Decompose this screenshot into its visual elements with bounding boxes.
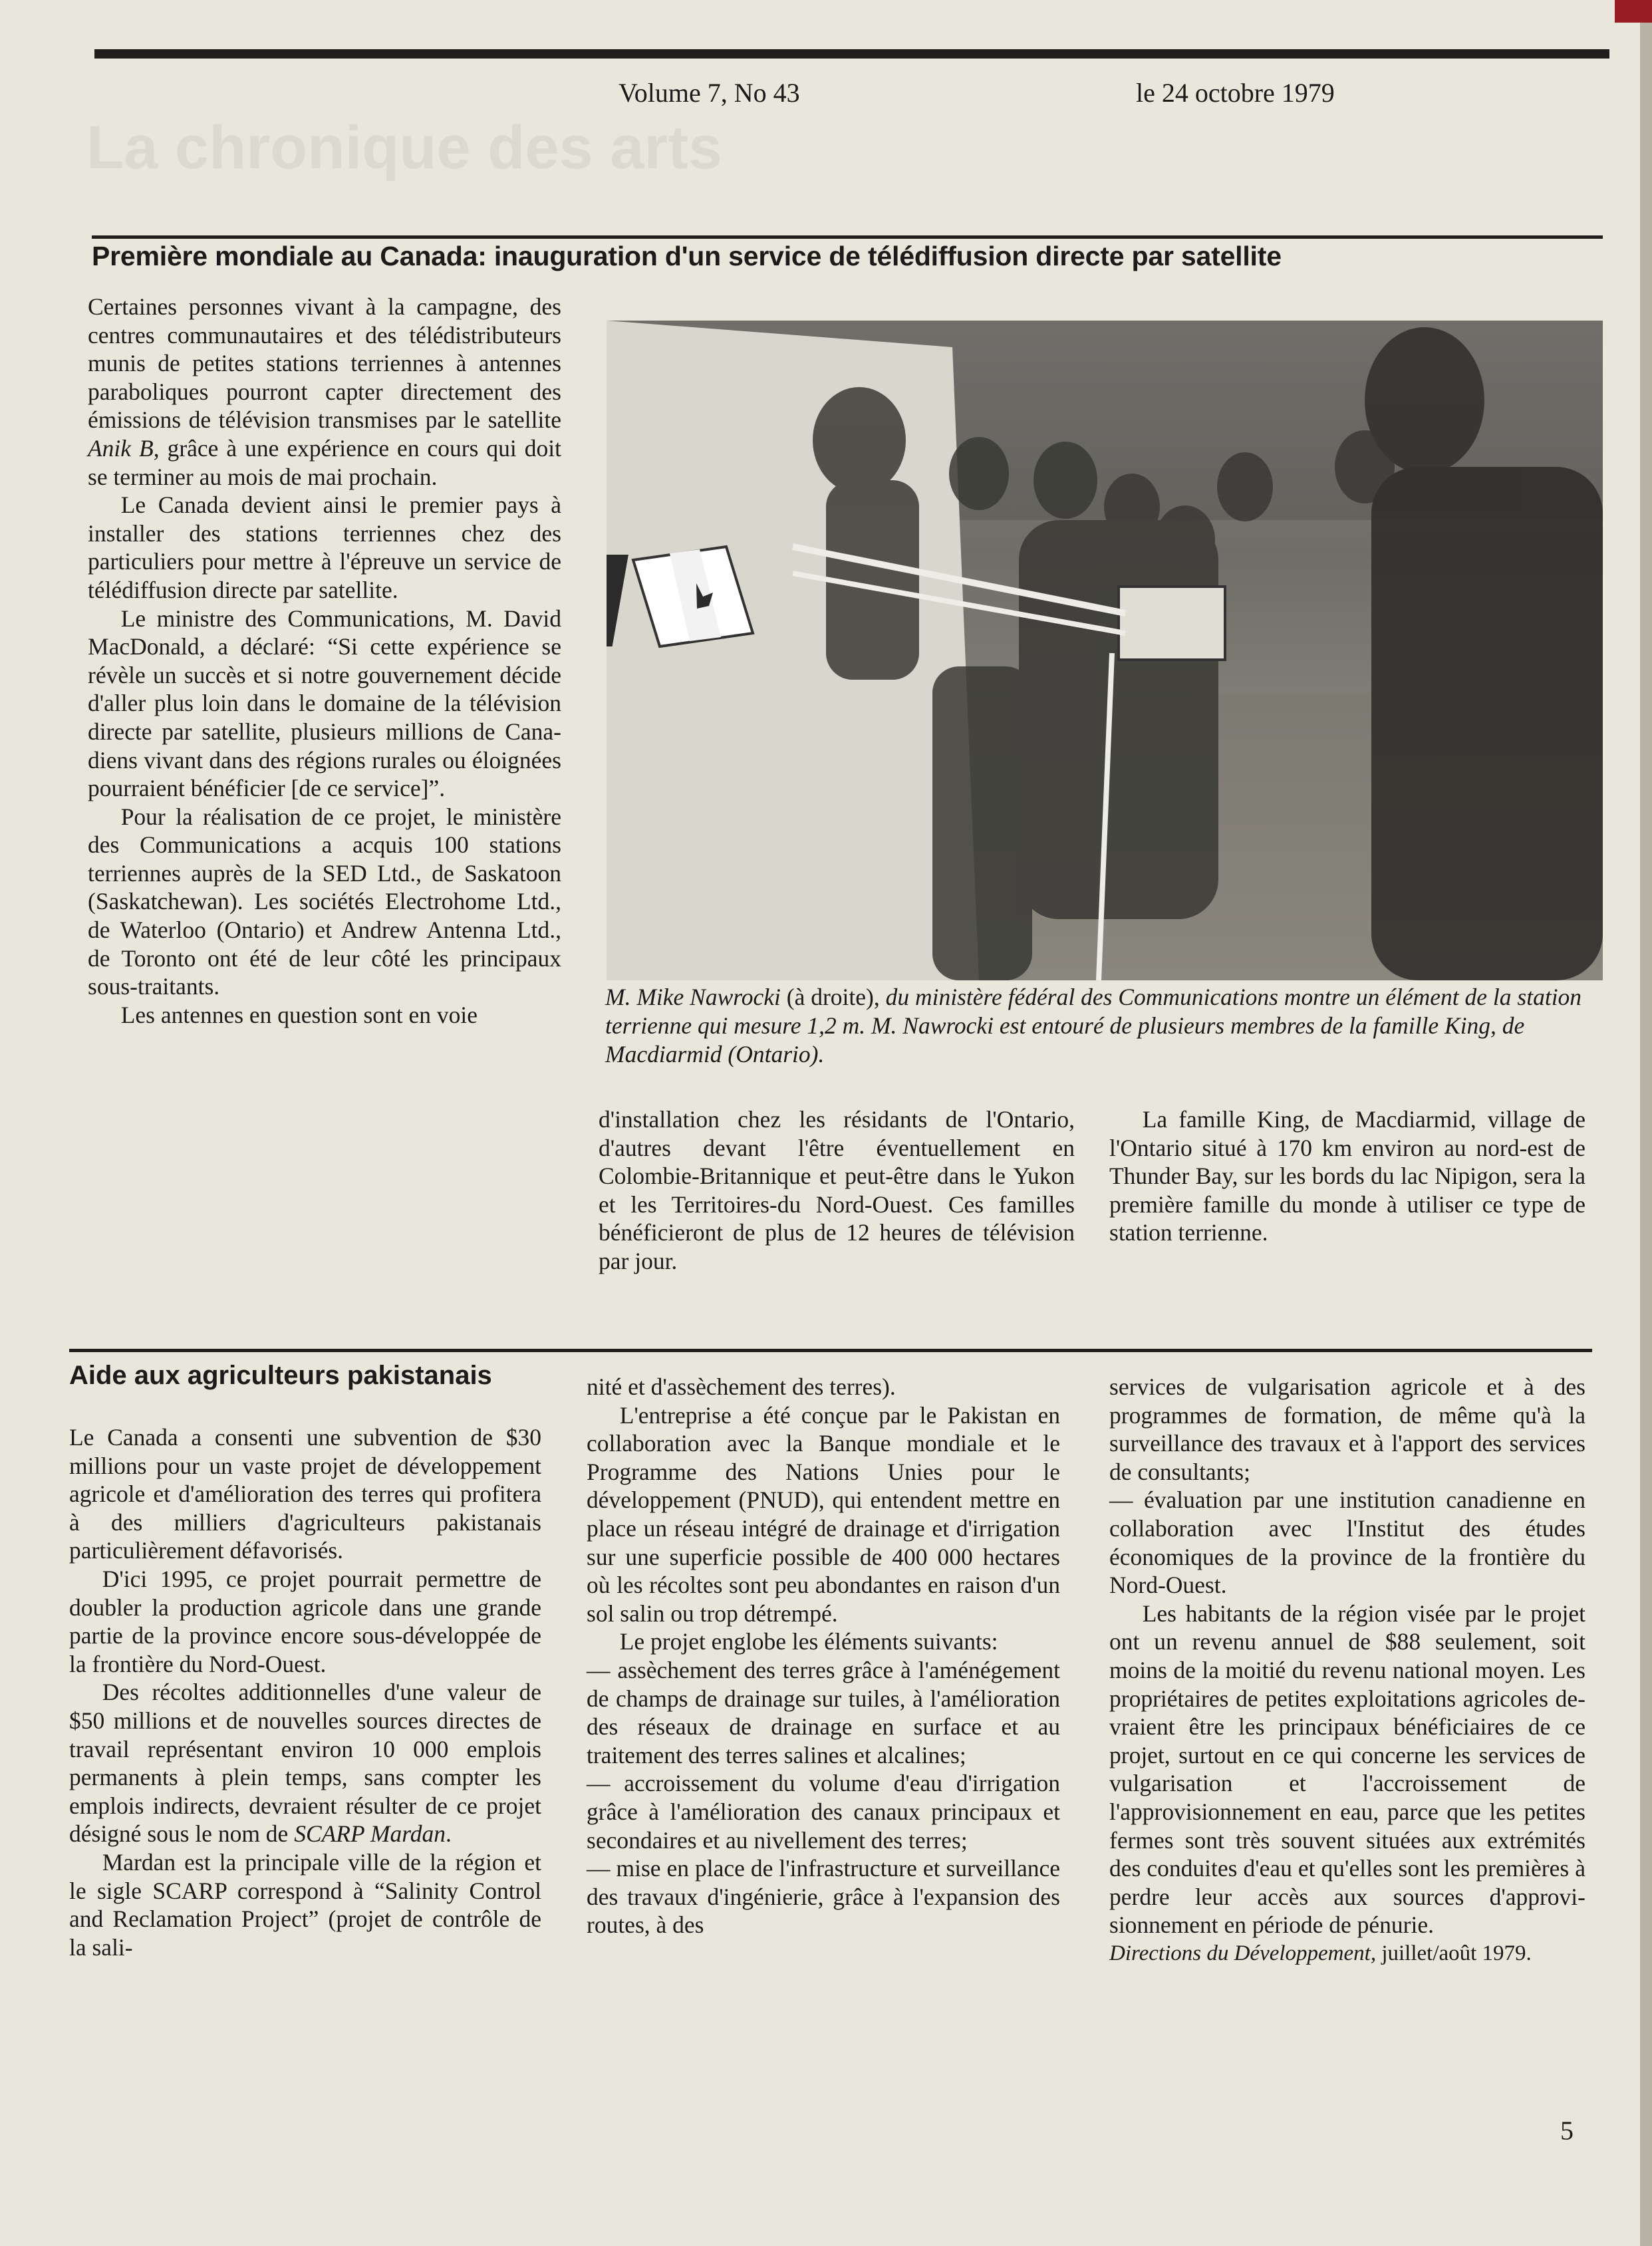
paragraph: nité et d'assèchement des terres). — [587, 1373, 896, 1400]
paragraph: Les antennes en question sont en voie — [120, 1001, 478, 1028]
paragraph: La famille King, de Macdiarmid, village de l'Ontario situé à 170 km environ au nord-est de Thunder Bay, sur les bords du lac Nipigon, sera la première famille du monde à utiliser ce type de station terrienne. — [1109, 1106, 1585, 1246]
list-item: — mise en place de l'infrastructure et surveillance des travaux d'ingénierie, grâce à l'expansion des routes, à des — [587, 1855, 1060, 1939]
article1-top-rule — [92, 235, 1603, 239]
paragraph: D'ici 1995, ce projet pourrait permettre de doubler la production agricole dans une grande partie de la province encore sous-développée de la frontière du Nord-Ouest. — [69, 1565, 541, 1677]
list-item: — accroissement du volume d'eau d'irrigation grâce à l'amélioration des canaux principaux et secondaires et au nivellement des terres; — [587, 1770, 1060, 1854]
article1-column-3 — [1109, 1105, 1585, 1247]
list-item: — évaluation par une institution canadienne en collaboration avec l'Institut des études économiques de la province de la frontière du Nord-Ouest. — [1109, 1486, 1585, 1599]
caption-text: (à droite), — [780, 984, 886, 1010]
paragraph — [88, 293, 561, 491]
article2-column-2 — [587, 1373, 1060, 1939]
paragraph: L'entreprise a été conçue par le Pakistan en collaboration avec la Banque mondiale et le Programme des Nations Unies pour le développement (PNUD), qui entendent mettre en place un réseau intégré de drainage et d'irrigation sur une superficie possible de 400 000 hectares où les récoltes sont peu abondantes en raison d'un sol salin ou trop détrempé. — [587, 1401, 1060, 1627]
project-name: SCARP Mardan — [294, 1820, 446, 1848]
antenna-dish-shape — [607, 321, 979, 980]
text: . — [445, 1820, 452, 1848]
paragraph: Le Canada devient ainsi le premier pays à installer des stations terriennes chez des particuliers pour mettre à l'épreuve un service de télédiffusion directe par satellite. — [88, 491, 561, 603]
page-edge — [1640, 0, 1652, 2246]
list-item: — assèchement des terres grâce à l'aménégement de champs de drainage sur tuiles, à l'amélioration des réseaux de drainage en surface et au traitement des terres salines et alcalines; — [587, 1656, 1060, 1768]
paragraph: Le Canada a consenti une subvention de $30 millions pour un vaste projet de développement agricole et d'amélioration des terres qui profitera à des milliers d'agriculteurs pakistanais particulièrement défavorisés. — [69, 1424, 541, 1564]
paragraph: Le ministre des Communications, M. David MacDonald, a déclaré: “Si cette expérience se révèle un succès et si notre gouvernement décide d'aller plus loin dans le domaine de la télévision directe par satellite, plusieurs millions de Canadiens vivant dans des régions rurales ou éloignées pourraient bénéficier [de ce service]”. — [88, 605, 561, 802]
top-rule — [94, 49, 1609, 59]
article1-column-1 — [88, 293, 561, 1029]
paragraph: Pour la réalisation de ce projet, le ministère des Communications a acquis 100 stations terriennes auprès de la SED Ltd., de Saskatoon (Saskatchewan). Les sociétés Electrohome Ltd., de Waterloo (Ontario) et Andrew Antenna Ltd., de Toronto ont été de leur côté les principaux sous-traitants. — [88, 803, 561, 1000]
photo-caption — [605, 983, 1603, 1069]
satellite-name: Anik B — [88, 434, 154, 462]
caption-name: M. Mike Nawrocki — [605, 984, 781, 1010]
article1-title: Première mondiale au Canada: inauguration d'un service de télédiffusion directe par satellite — [92, 241, 1282, 271]
antenna-element — [1119, 587, 1225, 660]
article2-title: Aide aux agriculteurs pakistanais — [69, 1361, 492, 1390]
paragraph: services de vulgarisation agricole et à des programmes de formation, de même qu'à la surveillance des travaux et à l'apport des services de consultants; — [1109, 1373, 1585, 1485]
page-edge-red-tab — [1615, 0, 1652, 23]
page-number: 5 — [1560, 2116, 1574, 2146]
article2-column-1 — [69, 1423, 541, 1961]
paragraph: d'installation chez les résidants de l'Ontario, d'autres devant l'être éventuellement en Colombie-Britannique et peut-être dans le Yukon et les Territoires-du Nord-Ouest. Ces familles bénéficieront de plus de 12 heures de télévision par jour. — [599, 1106, 1075, 1274]
issue-date: le 24 octobre 1979 — [1136, 78, 1335, 108]
credit-source: Directions du Développement, — [1109, 1941, 1377, 1965]
text: Des récoltes additionnelles d'une valeur de $50 millions et de nouvelles sources directes de travail représentant environ 10 000 emplois permanents à plein temps, sans compter les emplois indirects, devraient résulter de ce projet désigné sous le nom de — [69, 1679, 541, 1848]
article2-column-3 — [1109, 1373, 1585, 1967]
volume-number: Volume 7, No 43 — [619, 78, 800, 108]
credit-date: juillet/août 1979. — [1376, 1941, 1532, 1965]
text: , grâce à une expérience en cours qui doit se terminer au mois de mai prochain. — [88, 434, 561, 490]
article2-top-rule — [69, 1349, 1592, 1352]
text: Certaines personnes vivant à la campagne, des centres communautaires et des télédistributeurs munis de petites stations terriennes à antennes paraboliques pourront capter directement des émissions de télévision transmises par le satellite — [88, 293, 561, 434]
paragraph — [69, 1678, 541, 1848]
photo-satellite-dish-demonstration — [607, 321, 1603, 980]
paragraph: Le projet englobe les éléments suivants: — [619, 1628, 998, 1655]
photo-illustration — [607, 321, 1603, 980]
paragraph: Mardan est la principale ville de la région et le sigle SCARP correspond à “Salinity Control and Reclamation Project” (projet de contrôle de la sali- — [69, 1848, 541, 1961]
article1-column-2 — [599, 1105, 1075, 1276]
show-through-ghost-title: La chronique des arts — [86, 114, 723, 182]
caption-text: du ministère fédéral des Communications montre un élément de la station terrienne qui mesure 1,2 m. M. Nawrocki est entouré de plusieurs membres de la famille King, de Macdiarmid (Ontario). — [605, 984, 1582, 1067]
source-credit — [1109, 1939, 1585, 1968]
paragraph: Les habitants de la région visée par le projet ont un revenu annuel de $88 seulement, soit moins de la moitié du revenu national moyen. Les propriétaires de petites exploitations agricoles devraient être les principaux bénéficiaires de ce projet, surtout en ce qui concerne les services de vulgarisation et l'accroissement de l'approvisionnement en eau, parce que les petites fermes sont très souvent situées aux extrémités des conduites d'eau et qu'elles sont les premières à perdre leur accès aux sources d'approvisionnement en période de pénurie. — [1109, 1600, 1585, 1939]
